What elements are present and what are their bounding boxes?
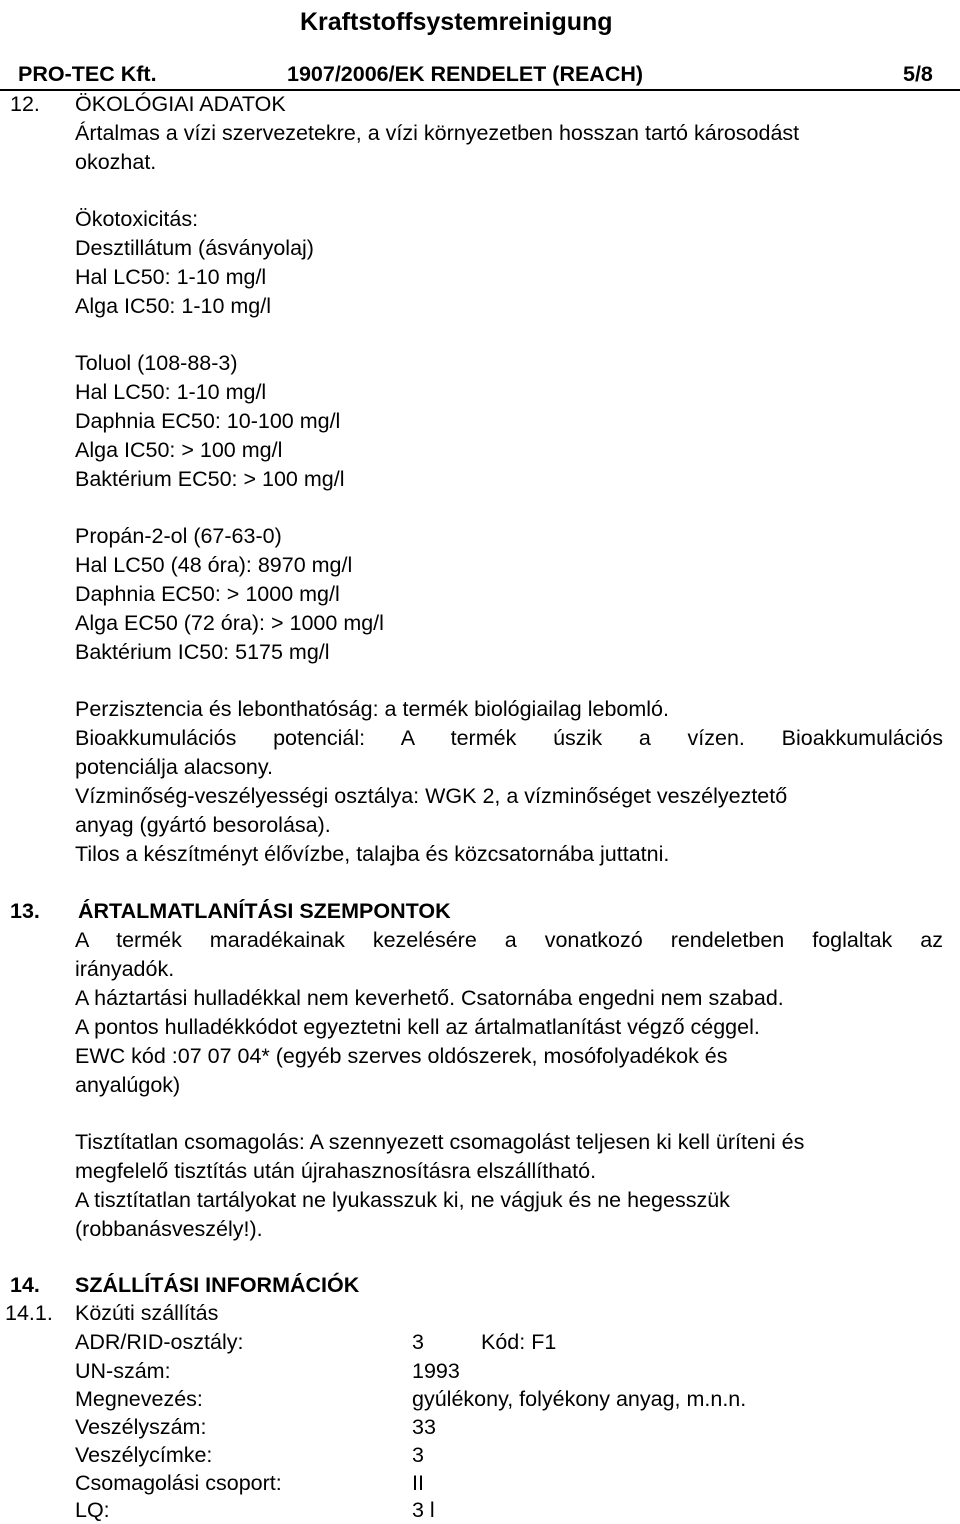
transport-value: 33 (412, 1415, 436, 1439)
substance-line: Daphnia EC50: > 1000 mg/l (75, 582, 340, 606)
ewc-code-text-cont: anyalúgok) (75, 1073, 181, 1097)
substance-line: Hal LC50: 1-10 mg/l (75, 380, 267, 404)
substance-line: Alga EC50 (72 óra): > 1000 mg/l (75, 611, 384, 635)
transport-label: Veszélyszám: (75, 1415, 207, 1439)
substance-line: Hal LC50: 1-10 mg/l (75, 265, 267, 289)
substance-line: Alga IC50: > 100 mg/l (75, 438, 283, 462)
transport-label: Megnevezés: (75, 1387, 203, 1411)
section-12-number: 12. (10, 92, 40, 116)
substance-line: Alga IC50: 1-10 mg/l (75, 294, 271, 318)
transport-label: LQ: (75, 1498, 110, 1522)
section-14-number: 14. (10, 1273, 40, 1297)
transport-label: Veszélycímke: (75, 1443, 213, 1467)
substance-line: Baktérium IC50: 5175 mg/l (75, 640, 330, 664)
disposal-code-text: A pontos hulladékkódot egyeztetni kell az ártalmatlanítást végző céggel. (75, 1015, 760, 1039)
substance-line: Hal LC50 (48 óra): 8970 mg/l (75, 553, 353, 577)
transport-value: gyúlékony, folyékony anyag, m.n.n. (412, 1387, 747, 1411)
subsection-title: Közúti szállítás (75, 1301, 219, 1325)
disposal-paragraph-cont: irányadók. (75, 957, 175, 981)
transport-value: II (412, 1471, 424, 1495)
bioaccumulation-text: Bioakkumulációs potenciál: A termék úszik a vízen. Bioakkumulációs (75, 726, 943, 750)
substance-line: Daphnia EC50: 10-100 mg/l (75, 409, 341, 433)
company-name: PRO-TEC Kft. (18, 62, 157, 86)
transport-code: Kód: F1 (481, 1330, 557, 1354)
section-12-intro-line: okozhat. (75, 150, 157, 174)
section-13-number: 13. (10, 899, 40, 923)
disposal-paragraph: A termék maradékainak kezelésére a vonatkozó rendeletben foglaltak az (75, 928, 943, 952)
substance-line: Propán-2-ol (67-63-0) (75, 524, 282, 548)
ecotoxicity-title: Ökotoxicitás: (75, 207, 199, 231)
transport-value: 3 (412, 1443, 424, 1467)
transport-value: 3 (412, 1330, 424, 1354)
substance-line: Desztillátum (ásványolaj) (75, 236, 314, 260)
transport-value: 3 l (412, 1498, 435, 1522)
transport-label: ADR/RID-osztály: (75, 1330, 244, 1354)
transport-label: Csomagolási csoport: (75, 1471, 282, 1495)
container-text: A tisztítatlan tartályokat ne lyukasszuk ki, ne vágjuk és ne hegesszük (75, 1188, 730, 1212)
subsection-number: 14.1. (5, 1301, 53, 1325)
substance-line: Baktérium EC50: > 100 mg/l (75, 467, 345, 491)
section-13-title: ÁRTALMATLANÍTÁSI SZEMPONTOK (78, 899, 451, 923)
packaging-text-cont: megfelelő tisztítás után újrahasznosításra elszállítható. (75, 1159, 597, 1183)
section-14-title: SZÁLLÍTÁSI INFORMÁCIÓK (75, 1273, 360, 1297)
persistence-text: Perzisztencia és lebonthatóság: a termék biológiailag lebomló. (75, 697, 669, 721)
packaging-text: Tisztítatlan csomagolás: A szennyezett csomagolást teljesen ki kell üríteni és (75, 1130, 805, 1154)
transport-value: 1993 (412, 1359, 460, 1383)
document-title: Kraftstoffsystemreinigung (300, 8, 613, 36)
prohibition-text: Tilos a készítményt élővízbe, talajba és közcsatornába juttatni. (75, 842, 670, 866)
transport-label: UN-szám: (75, 1359, 171, 1383)
section-12-title: ÖKOLÓGIAI ADATOK (75, 92, 286, 116)
section-12-intro-line: Ártalmas a vízi szervezetekre, a vízi környezetben hosszan tartó károsodást (75, 121, 800, 145)
water-hazard-text: Vízminőség-veszélyességi osztálya: WGK 2, a vízminőséget veszélyeztető (75, 784, 788, 808)
bioaccumulation-text-cont: potenciálja alacsony. (75, 755, 274, 779)
water-hazard-text-cont: anyag (gyártó besorolása). (75, 813, 331, 837)
disposal-household-text: A háztartási hulladékkal nem keverhető. Csatornába engedni nem szabad. (75, 986, 784, 1010)
substance-line: Toluol (108-88-3) (75, 351, 238, 375)
regulation-label: 1907/2006/EK RENDELET (REACH) (287, 62, 644, 86)
ewc-code-text: EWC kód :07 07 04* (egyéb szerves oldószerek, mosófolyadékok és (75, 1044, 728, 1068)
container-text-cont: (robbanásveszély!). (75, 1217, 263, 1241)
page-number: 5/8 (903, 62, 933, 86)
